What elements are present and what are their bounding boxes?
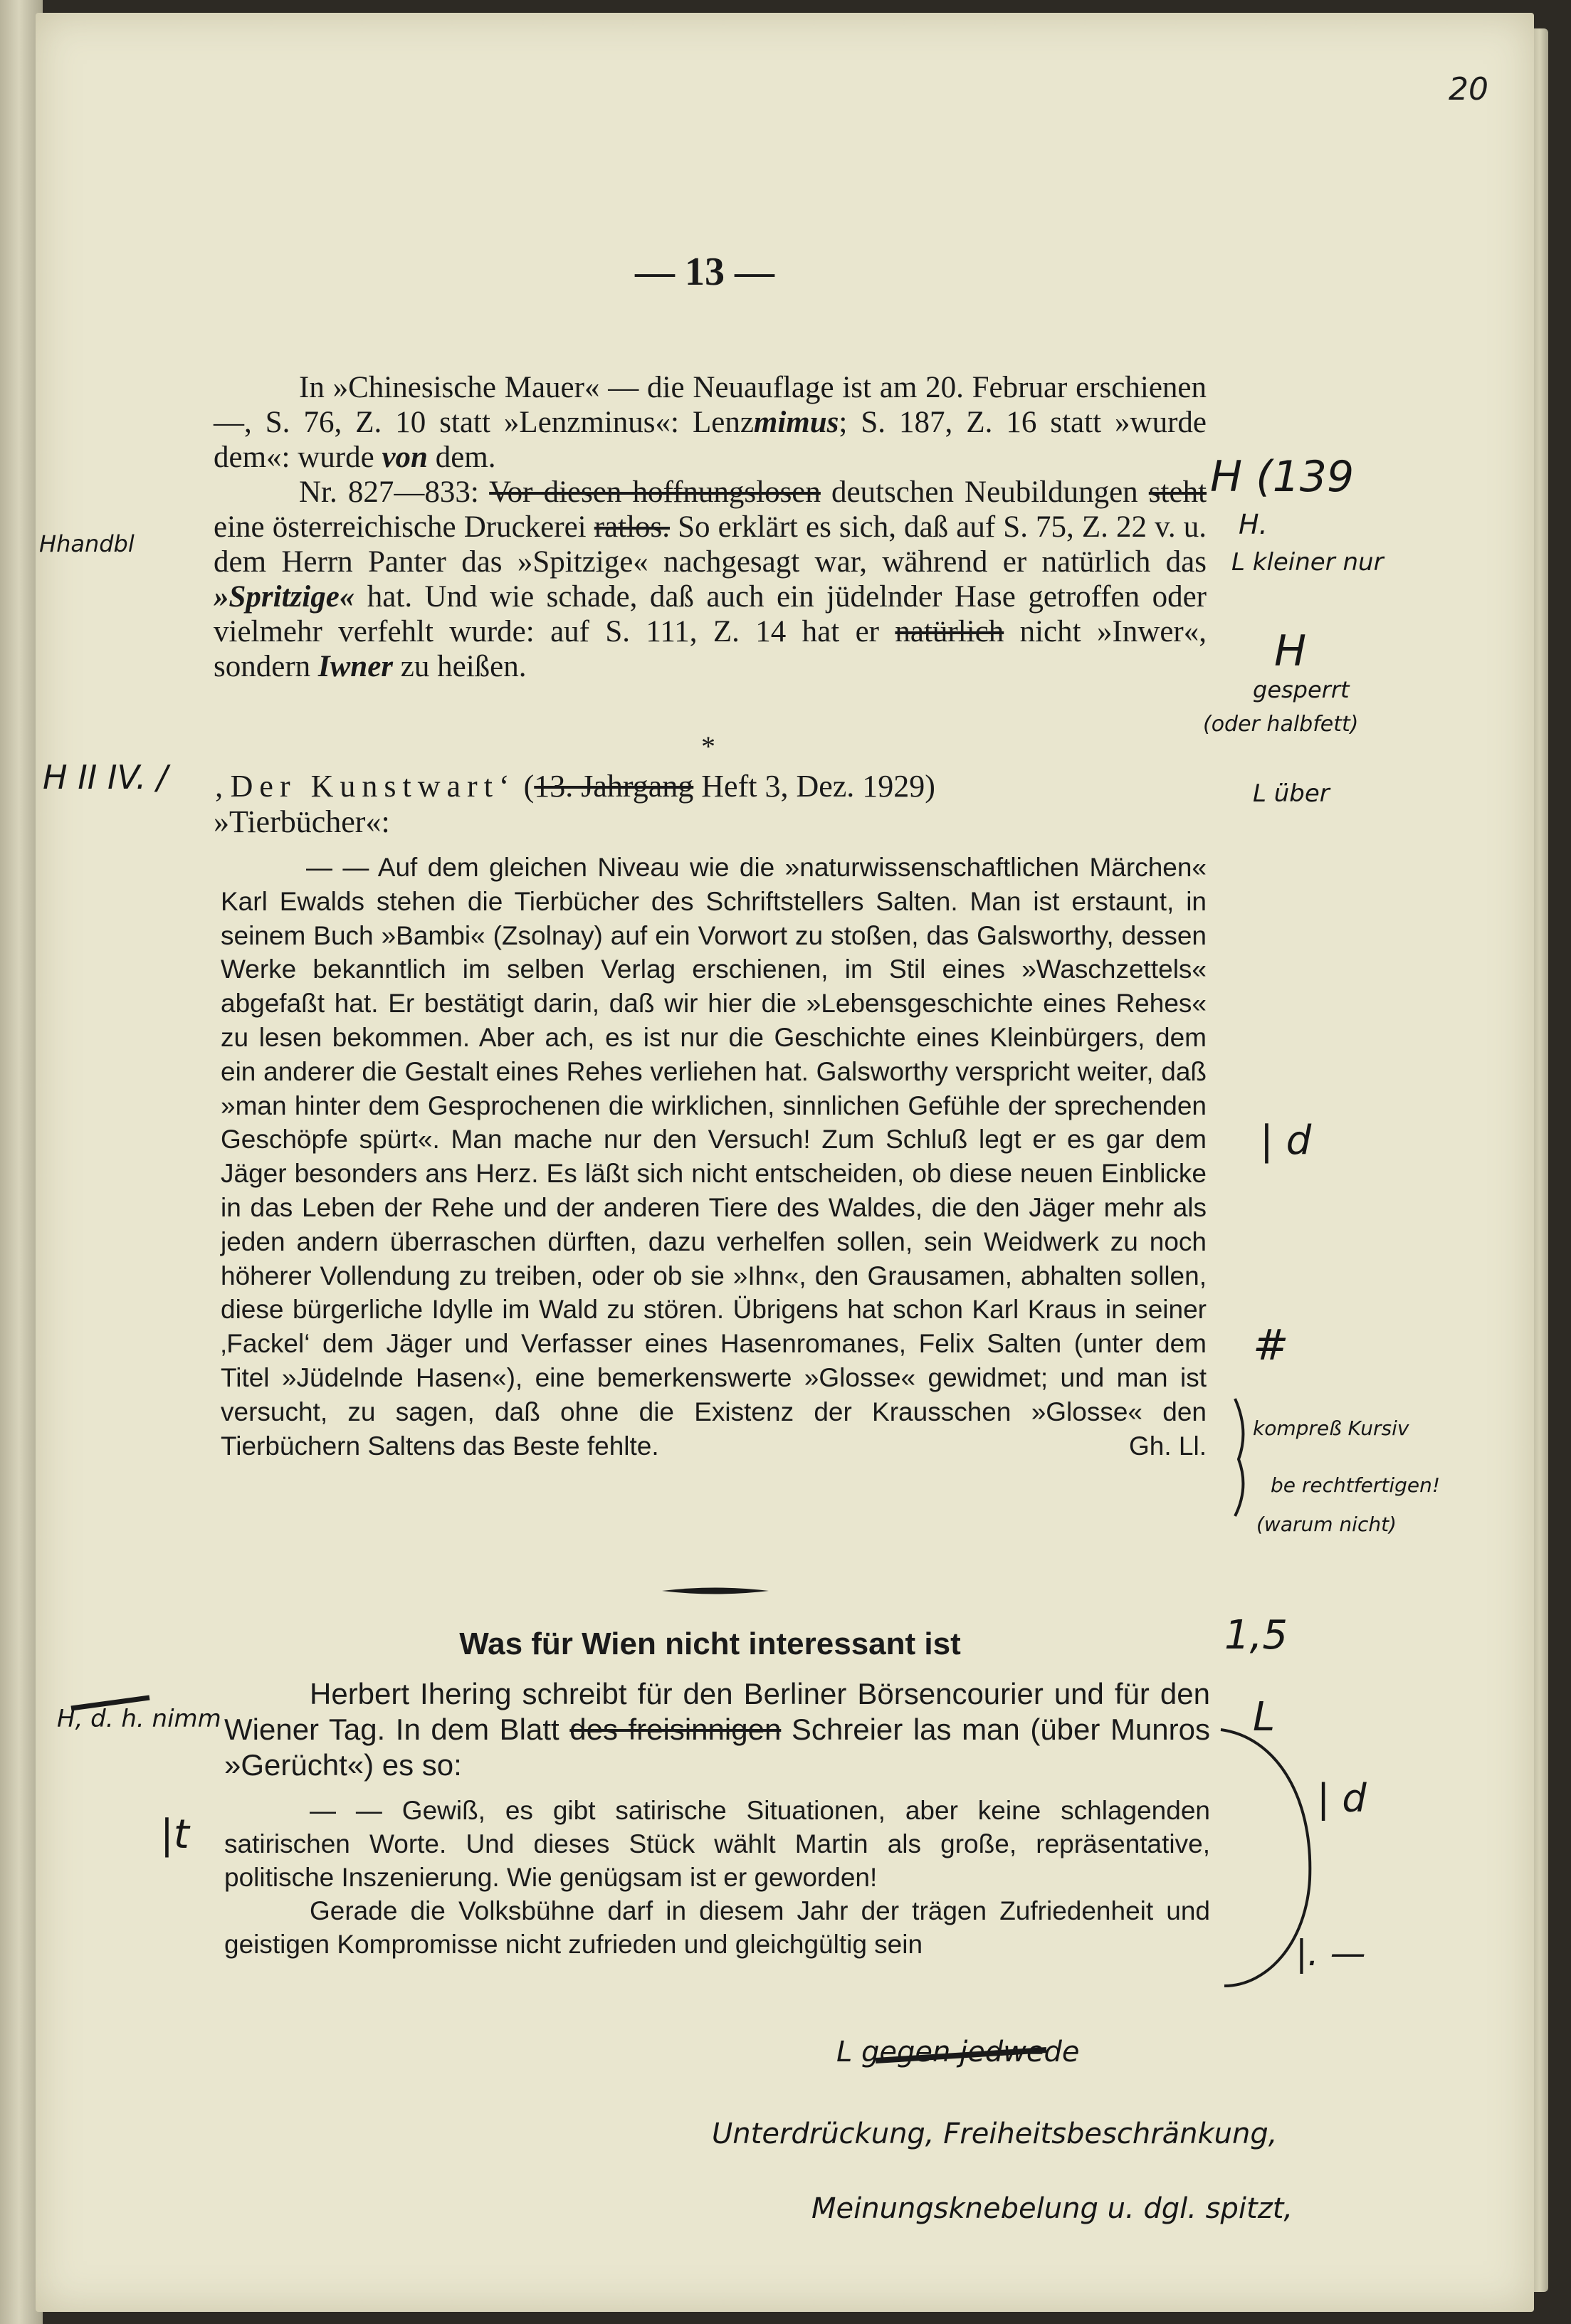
errata-emphasis: Iwner [317,650,394,683]
errata-text: dem. [427,441,496,474]
errata-text: nicht »Inwer«, sondern [214,615,1207,683]
margin-note: gesperrt [1253,676,1350,703]
errata-text: So erklärt es sich, daß auf S. 75, Z. 22 v. u. dem Herrn Panter das »Spitzige« nachgesagt war, während er natürlich das [214,510,1207,579]
errata-emphasis: mimus [753,406,839,439]
margin-note: 1,5 [1224,1612,1288,1658]
struck-text: steht [1148,475,1207,509]
kunstwart-citation: ‚Der Kunstwart‘ (13. Jahrgang Heft 3, Dez. 1929) »Tierbücher«: [214,769,935,839]
errata-emphasis: »Spritzige« [214,580,355,614]
margin-note: H. [1239,509,1268,540]
struck-text: natürlich [895,615,1004,648]
errata-text: ; S. 187, Z. 16 statt »wurde dem«: wurde [214,406,1207,474]
journal-title: ‚Der Kunstwart‘ [214,769,516,804]
folio-number: 20 [1449,71,1488,107]
margin-note: L über [1253,779,1330,808]
errata-text: In »Chinesische Mauer« — die Neuauflage ist am 20. Februar erschienen —, S. 76, Z. 10 statt »Lenzminus«: Lenz [214,371,1207,439]
margin-note: |t [160,1812,189,1858]
margin-note: (oder halbfett) [1203,712,1359,737]
margin-note: kompreß Kursiv [1253,1416,1409,1440]
margin-note: (warum nicht) [1256,1513,1397,1536]
citation-detail: Heft 3, Dez. 1929) [693,769,935,804]
paragraph-text: Herbert Ihering schreibt für den Berliner Börsencourier und für den Wiener Tag. In dem Blatt [224,1677,1210,1746]
quote-text: — — Gewiß, es gibt satirische Situationen, aber keine schlagenden satirischen Worte. Und dieses Stück wählt Martin als große, repräsentative, politische Inszenierung. Wie genügsam ist er geworden! [224,1796,1210,1892]
margin-note: L [1253,1694,1276,1740]
quote-signature: Gh. Ll. [1129,1431,1207,1461]
struck-text: des freisinnigen [569,1713,782,1746]
bottom-handwritten-note: Unterdrückung, Freiheitsbeschränkung, [712,2118,1278,2150]
margin-note: H [1274,626,1307,676]
quote-text: Gerade die Volksbühne darf in diesem Jahr der trägen Zufriedenheit und geistigen Kompromisse nicht zufrieden und gleichgültig sein [224,1896,1210,1959]
errata-text: Nr. 827—833: [299,475,490,509]
margin-note: Hhandbl [39,530,135,557]
section-asterisk: * [701,730,715,762]
errata-emphasis: von [382,441,428,474]
bottom-handwritten-note: L gegen jedwede [836,2036,1080,2068]
struck-text: 13. Jahrgang [534,769,694,804]
errata-text: zu heißen. [393,650,527,683]
page-number: — 13 — [635,250,774,294]
margin-note: H, d. h. nimm [57,1705,221,1733]
margin-note: H (139 [1210,452,1355,502]
citation-subject: »Tierbücher«: [214,804,390,839]
margin-note: |. — [1296,1933,1366,1974]
margin-note: # [1253,1320,1289,1370]
struck-text: ratlos. [594,510,671,544]
margin-note: L kleiner nur [1231,548,1384,577]
errata-text: hat. Und wie schade, daß auch ein jüdelnder Hase getroffen oder vielmehr verfehlt wurde: auf S. 111, Z. 14 hat er [214,580,1207,648]
margin-note: | d [1317,1776,1367,1821]
quote-text: — — Auf dem gleichen Niveau wie die »naturwissenschaftlichen Märchen« Karl Ewalds stehen die Tierbücher des Schriftstellers Salten. Man ist erstaunt, in seinem Buch »Bambi« (Zsolnay) auf ein Vorwort zu stoßen, das Galsworthy, dessen Werke bekanntlich im selben Verlag erschienen, im Stil eines »Waschzettels« abgefaßt hat. Er bestätigt darin, daß wir hier die »Lebensgeschichte eines Rehes« zu lesen bekommen. Aber ach, es ist nur die Geschichte eines Kleinbürgers, dem ein anderer die Gestalt eines Rehes verliehen hat. Galsworthy verspricht weiter, daß »man hinter dem Gesprochenen die wirklichen, sinnlichen Gefühle der sprechenden Geschöpfe spürt«. Man mache nur den Versuch! Zum Schluß legt er es gar dem Jäger besonders ans Herz. Es läßt sich nicht entscheiden, ob diese neuen Einblicke in das Leben der Rehe und der anderen Tiere des Waldes, die den Jäger mehr als jeden andern überraschen dürften, dazu verhelfen sollen, sein Weidwerk zu noch höherer Vollendung zu treiben, oder ob sie »Ihn«, den Grausamen, abhalten sollen, diese bürgerliche Idylle im Wald zu stören. Übrigens hat schon Karl Kraus in seiner ‚Fackel‘ dem Jäger und Verfasser eines Hasenromanes, Felix Salten (unter dem Titel »Jüdelnde Hasen«), eine bemerkenswerte »Glosse« gewidmet; und man ist versucht, zu sagen, daß ohne die Existenz der Krausschen »Glosse« den Tierbüchern Saltens das Beste fehlte. [221,853,1207,1461]
errata-text: deutschen Neubildungen [820,475,1149,509]
section-heading: Was für Wien nicht interessant ist [459,1626,961,1661]
margin-note: | d [1260,1118,1312,1164]
margin-note: be rechtfertigen! [1271,1473,1441,1497]
paragraph-text: Schreier las man (über Munros »Gerücht«) es so: [224,1713,1210,1782]
struck-text: Vor diesen hoffnungslosen [489,475,821,509]
errata-text: eine österreichische Druckerei [214,510,594,544]
bottom-handwritten-note: Meinungsknebelung u. dgl. spitzt, [811,2192,1293,2225]
margin-note: H II IV. / [43,758,168,796]
